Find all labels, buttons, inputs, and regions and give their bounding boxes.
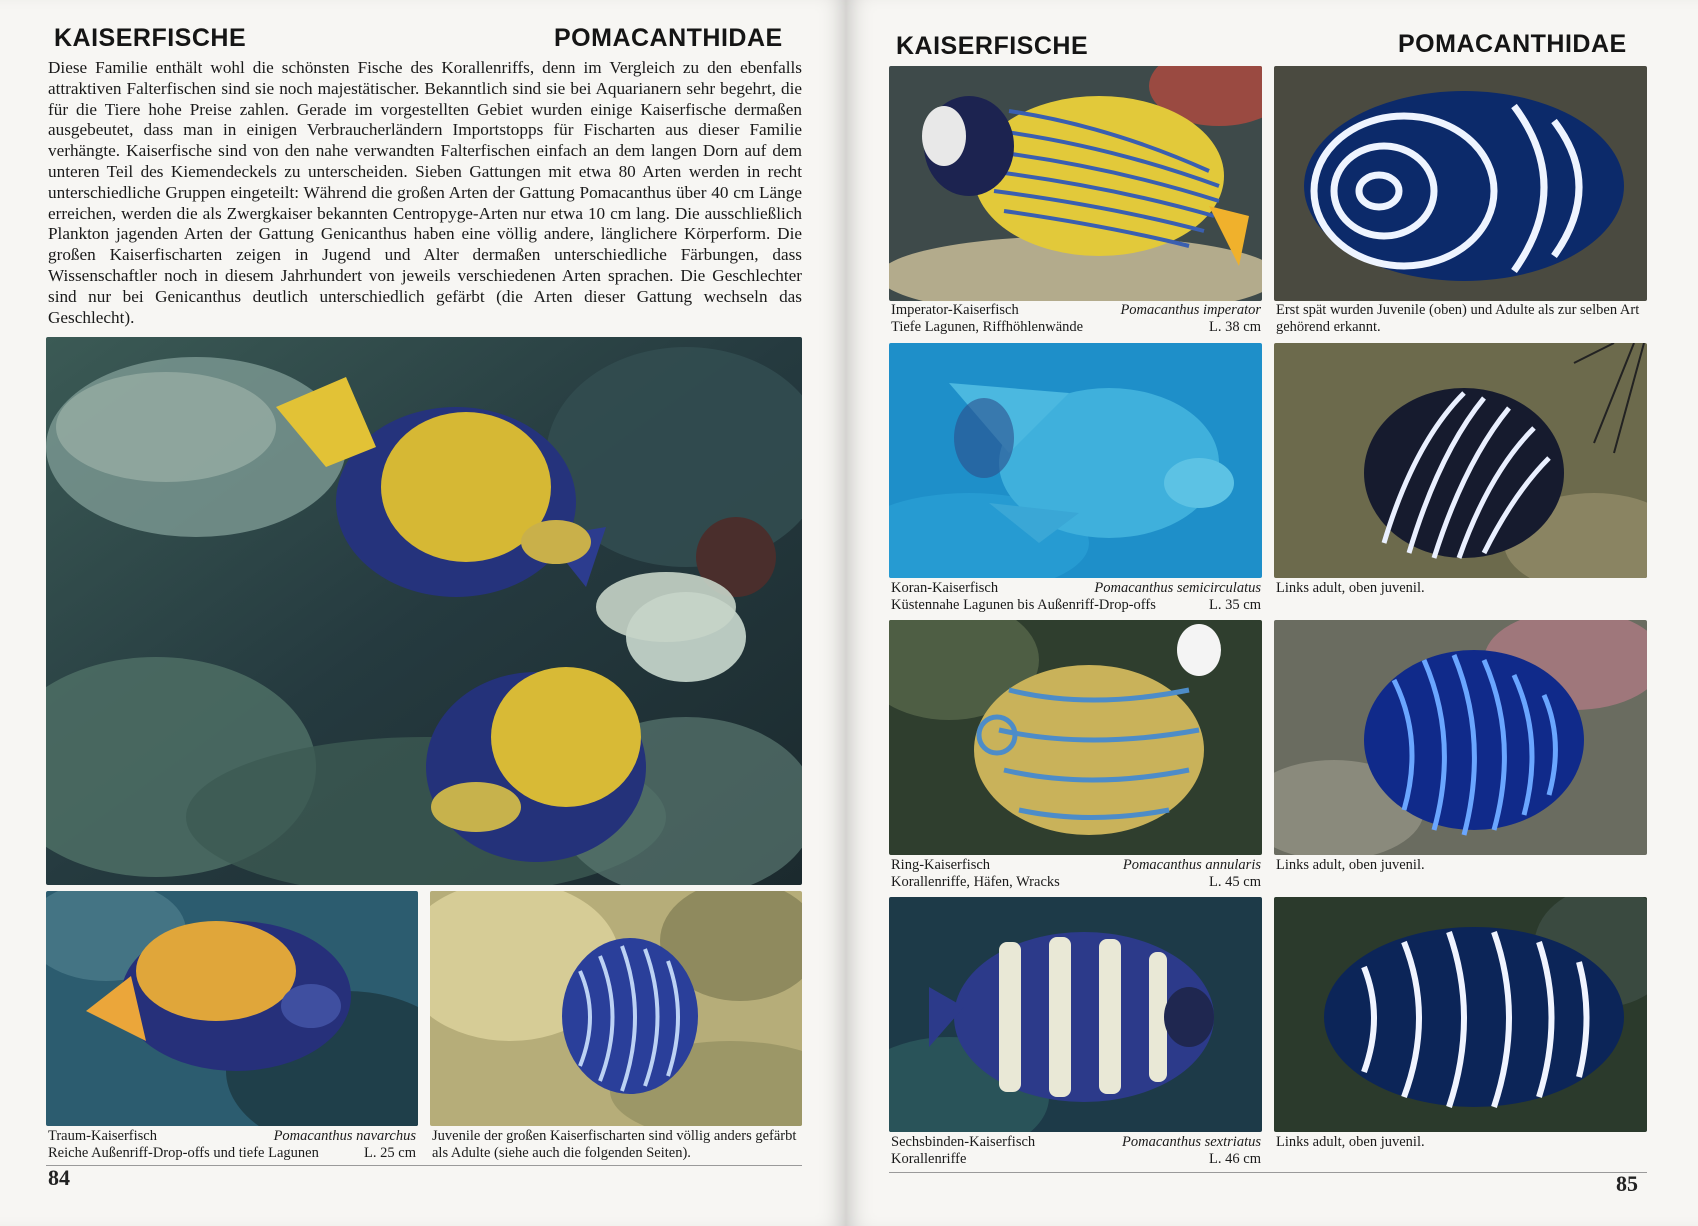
photo-annularis-adult <box>889 620 1262 855</box>
photo-annularis-juvenile <box>1274 620 1647 855</box>
note-semicirculatus: Links adult, oben juvenil. <box>1276 580 1425 596</box>
caption-sextriatus-habitat: Korallenriffe <box>891 1150 967 1167</box>
caption-traum <box>48 1128 416 1161</box>
note-annularis: Links adult, oben juvenil. <box>1276 857 1425 873</box>
left-page <box>0 0 846 1226</box>
caption-traum-habitat: Reiche Außenriff-Drop-offs und tiefe Lagunen <box>48 1144 319 1161</box>
caption-annularis-length: L. 45 cm <box>1209 873 1261 890</box>
caption-semicirculatus-latin: Pomacanthus semicirculatus <box>1094 580 1261 596</box>
caption-sextriatus-length: L. 46 cm <box>1209 1150 1261 1167</box>
caption-imperator-name: Imperator-Kaiserfisch <box>891 302 1019 318</box>
caption-annularis-name: Ring-Kaiserfisch <box>891 857 991 873</box>
caption-imperator-habitat: Tiefe Lagunen, Riffhöhlenwände <box>891 318 1084 335</box>
page-number-left: 84 <box>48 1165 70 1190</box>
right-page <box>846 0 1698 1226</box>
right-footer-rule <box>889 1172 1647 1173</box>
right-header-family-latin: POMACANTHIDAE <box>1398 30 1627 58</box>
caption-semicirculatus <box>891 580 1261 613</box>
left-footer-rule <box>46 1165 802 1166</box>
caption-annularis-latin: Pomacanthus annularis <box>1122 857 1261 873</box>
caption-imperator <box>891 302 1261 335</box>
photo-juvenile-navarchus <box>430 891 802 1126</box>
caption-sextriatus-name: Sechsbinden-Kaiserfisch <box>891 1134 1036 1150</box>
caption-sextriatus-latin: Pomacanthus sextriatus <box>1122 1134 1261 1150</box>
caption-traum-name: Traum-Kaiserfisch <box>48 1128 157 1144</box>
photo-semicirculatus-adult <box>889 343 1262 578</box>
caption-annularis-habitat: Korallenriffe, Häfen, Wracks <box>891 873 1060 890</box>
caption-imperator-length: L. 38 cm <box>1209 318 1261 335</box>
caption-semicirculatus-length: L. 35 cm <box>1209 596 1261 613</box>
caption-semicirculatus-habitat: Küstennahe Lagunen bis Außenriff-Drop-offs <box>891 596 1156 613</box>
photo-imperator-adult <box>889 66 1262 301</box>
photo-sextriatus-adult <box>889 897 1262 1132</box>
caption-traum-latin: Pomacanthus navarchus <box>273 1128 416 1144</box>
note-imperator: Erst spät wurden Juvenile (oben) und Adulte als zur selben Art gehörend erkannt. <box>1276 302 1640 335</box>
photo-navarchus-pair <box>46 337 802 885</box>
left-header-family-common: KAISERFISCHE <box>54 24 247 52</box>
right-header-family-common: KAISERFISCHE <box>896 32 1089 60</box>
photo-sextriatus-juvenile <box>1274 897 1647 1132</box>
photo-imperator-juvenile <box>1274 66 1647 301</box>
caption-juvenile: Juvenile der großen Kaiserfischarten sind völlig anders gefärbt als Adulte (siehe auch die folgenden Seiten). <box>432 1128 797 1161</box>
left-header-family-latin: POMACANTHIDAE <box>554 24 783 52</box>
photo-semicirculatus-juvenile <box>1274 343 1647 578</box>
caption-semicirculatus-name: Koran-Kaiserfisch <box>891 580 999 596</box>
photo-traum-kaiserfisch <box>46 891 418 1126</box>
note-sextriatus: Links adult, oben juvenil. <box>1276 1134 1425 1150</box>
caption-imperator-latin: Pomacanthus imperator <box>1120 302 1261 318</box>
caption-annularis <box>891 857 1261 890</box>
caption-sextriatus <box>891 1134 1261 1167</box>
page-number-right: 85 <box>1616 1171 1638 1196</box>
intro-paragraph: Diese Familie enthält wohl die schönsten Fische des Korallenriffs, denn im Vergleich zu den ebenfalls attraktiven Falterfischen sind sie noch majestätischer. Bekanntlich sind sie bei Aquarianern sehr begehrt, die für die Tiere hohe Preise zahlen. Gerade im vorgestellten Gebiet wurden einige Kaiserfische dermaßen ausgebeutet, dass man in einigen Verbraucherländern Importstopps für Fischarten aus dieser Familie verhängte. Kaiserfische sind von den nahe verwandten Falterfischen einfach an dem langen Dorn auf dem unteren Teil des Kiemendeckels zu unterscheiden. Sieben Gattungen mit etwa 80 Arten werden in recht unterschiedliche Gruppen eingeteilt: Während die großen Arten der Gattung Pomacanthus über 40 cm Länge erreichen, werden die als Zwergkaiser bekannten Centropyge-Arten nur etwa 10 cm lang. Die ausschließlich Plankton jagenden Arten der Gattung Genicanthus haben eine völlig andere, länglichere Körperform. Die großen Kaiserfischarten zeigen in Jugend und Alter dermaßen unterschiedliche Färbungen, dass Wissenschaftler noch in diesem Jahrhundert von jeweils verschiedenen Arten sprachen. Die Geschlechter sind nur bei Genicanthus deutlich unterschiedlich gefärbt (die Arten dieser Gattung wechseln das Geschlecht). <box>48 58 802 327</box>
caption-traum-length: L. 25 cm <box>364 1144 416 1161</box>
